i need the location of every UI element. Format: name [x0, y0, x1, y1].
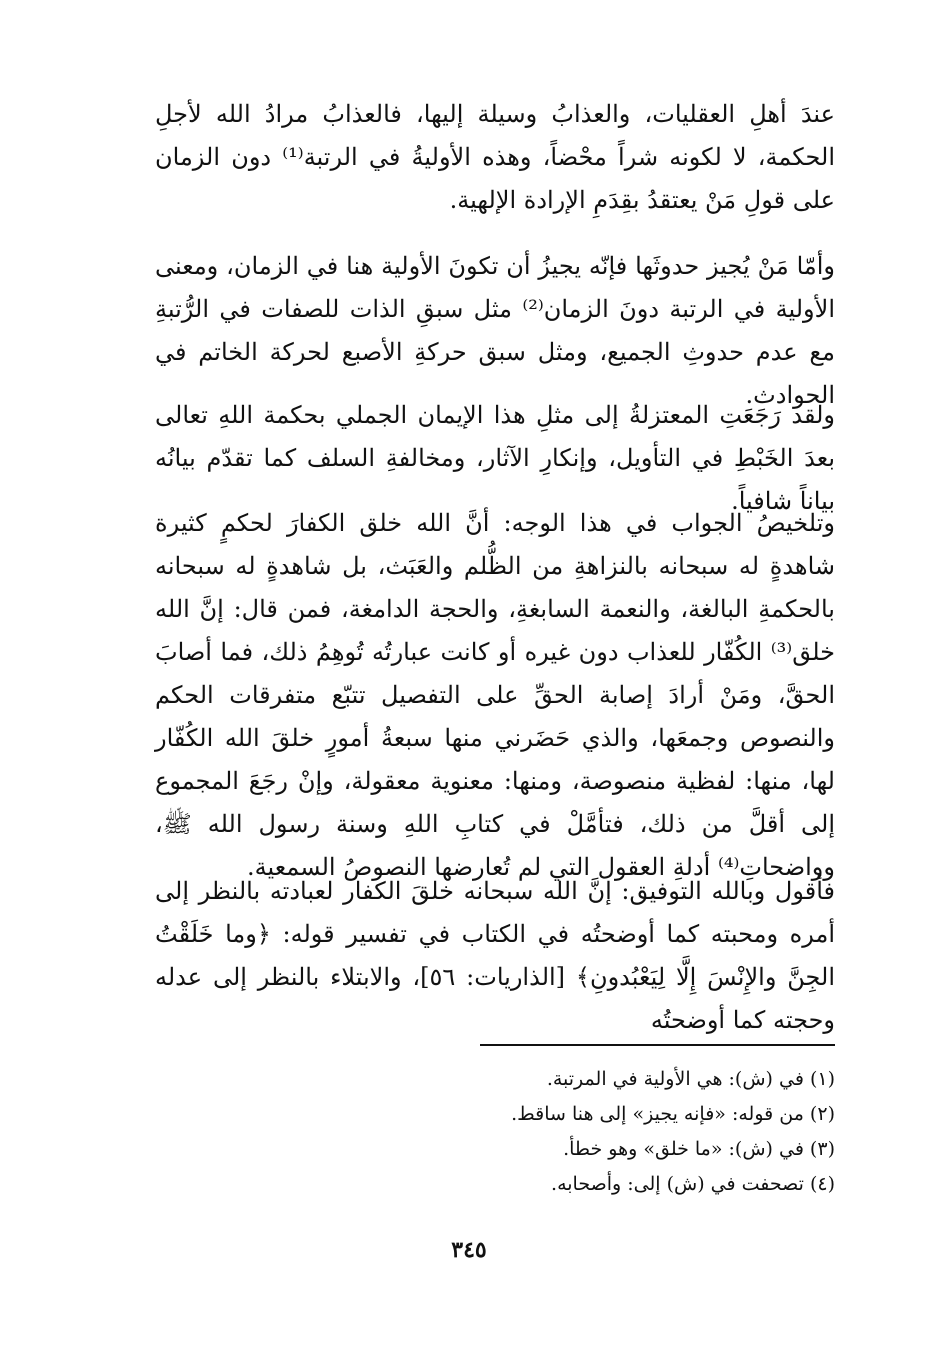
- footnote: (١) في (ش): هي الأولية في المرتبة.: [546, 1068, 835, 1090]
- footnote-separator: [480, 1044, 835, 1046]
- footnote: (٤) تصحفت في (ش) إلى: وأصحابه.: [551, 1173, 835, 1195]
- paragraph: عندَ أهلِ العقليات، والعذابُ وسيلة إليها، فالعذابُ مرادُ الله لأجلِ الحكمة، لا لكونه شراً محْضاً، وهذه الأوليةُ في الرتبة⁽¹⁾ دون الزمان على قولِ مَنْ يعتقدُ بقِدَمِ الإرادة الإلهية.: [155, 100, 835, 214]
- footnote: (٣) في (ش): «ما خلق» وهو خطأ.: [563, 1138, 835, 1160]
- paragraph: ولقد رَجَعَتِ المعتزلةُ إلى مثلِ هذا الإيمان الجملي بحكمة اللهِ تعالى بعدَ الخَبْطِ في التأويل، وإنكارِ الآثار، ومخالفةِ السلف كما تقدّم بيانُه بياناً شافياً.: [155, 401, 835, 515]
- page-number: ٣٤٥: [451, 1237, 487, 1263]
- paragraph: وأمّا مَنْ يُجيز حدوثَها فإنّه يجيزُ أن تكونَ الأولية هنا في الزمان، ومعنى الأولية في الرتبة دونَ الزمان⁽²⁾ مثل سبقِ الذات للصفات في الرُّتبةِ مع عدم حدوثِ الجميع، ومثل سبق حركةِ الأصبع لحركة الخاتم في الحوادث.: [155, 252, 835, 409]
- paragraph: وتلخيصُ الجواب في هذا الوجه: أنَّ الله خلق الكفارَ لحكمٍ كثيرة شاهدةٍ له سبحانه بالنزاهةِ من الظُّلم والعَبَث، بل شاهدةٍ له سبحانه بالحكمةِ البالغة، والنعمة السابغةِ، والحجة الدامغة، فمن قال: إنَّ الله خلق⁽³⁾ الكُفّار للعذاب دون غيره أو كانت عبارتُه تُوهِمُ ذلك، فما أصابَ الحقَّ، ومَنْ أرادَ إصابة الحقِّ على التفصيل تتبّع متفرقات الحكم والنصوص وجمعَها، والذي حَضَرني منها سبعةُ أمورٍ خلقَ الله الكُفّار لها، منها: لفظية منصوصة، ومنها: معنوية معقولة، وإنْ رجَعَ المجموع إلى أقلَّ من ذلك، فتأمَّلْ في كتابِ اللهِ وسنة رسول الله ﷺ، وواضحاتِ⁽⁴⁾ أدلةِ العقول التي لم تُعارضها النصوصُ السمعية.: [155, 509, 835, 881]
- footnotes: [300, 1062, 835, 1202]
- paragraph: فأقول وبالله التوفيق: إنَّ الله سبحانه خلقَ الكفار لعبادته بالنظر إلى أمره ومحبته كما أوضحتُه في الكتاب في تفسير قوله: ﴿وما خَلَقْتُ الجِنَّ والإِنْسَ إِلَّا لِيَعْبُدونِ﴾ [الذاريات: ٥٦]، والابتلاء بالنظر إلى عدله وحجته كما أوضحتُه: [155, 877, 836, 1034]
- footnote: (٢) من قوله: «فإنه يجيز» إلى هنا ساقط.: [511, 1103, 835, 1125]
